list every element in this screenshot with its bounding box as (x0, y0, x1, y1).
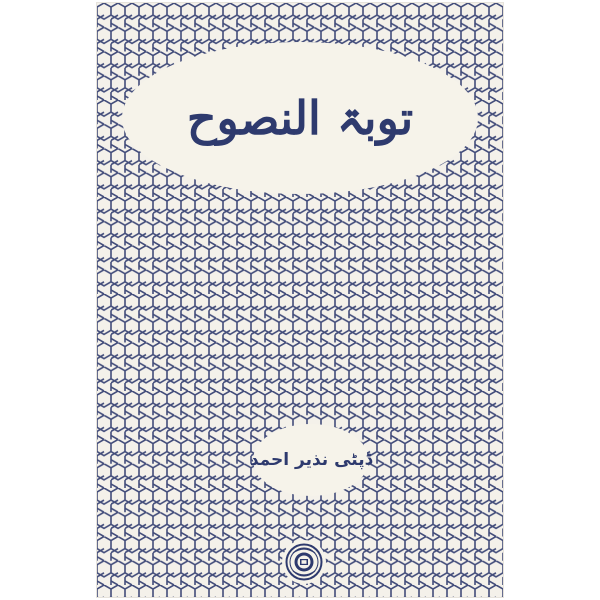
author-cartouche (249, 426, 373, 494)
author-name: ڈپٹی نذیر احمد (249, 450, 373, 470)
title-cartouche (124, 44, 476, 192)
publisher-seal (285, 543, 323, 581)
book-cover (97, 3, 503, 597)
publisher-seal-icon (285, 543, 323, 581)
book-title: توبۃ النصوح (186, 91, 414, 145)
